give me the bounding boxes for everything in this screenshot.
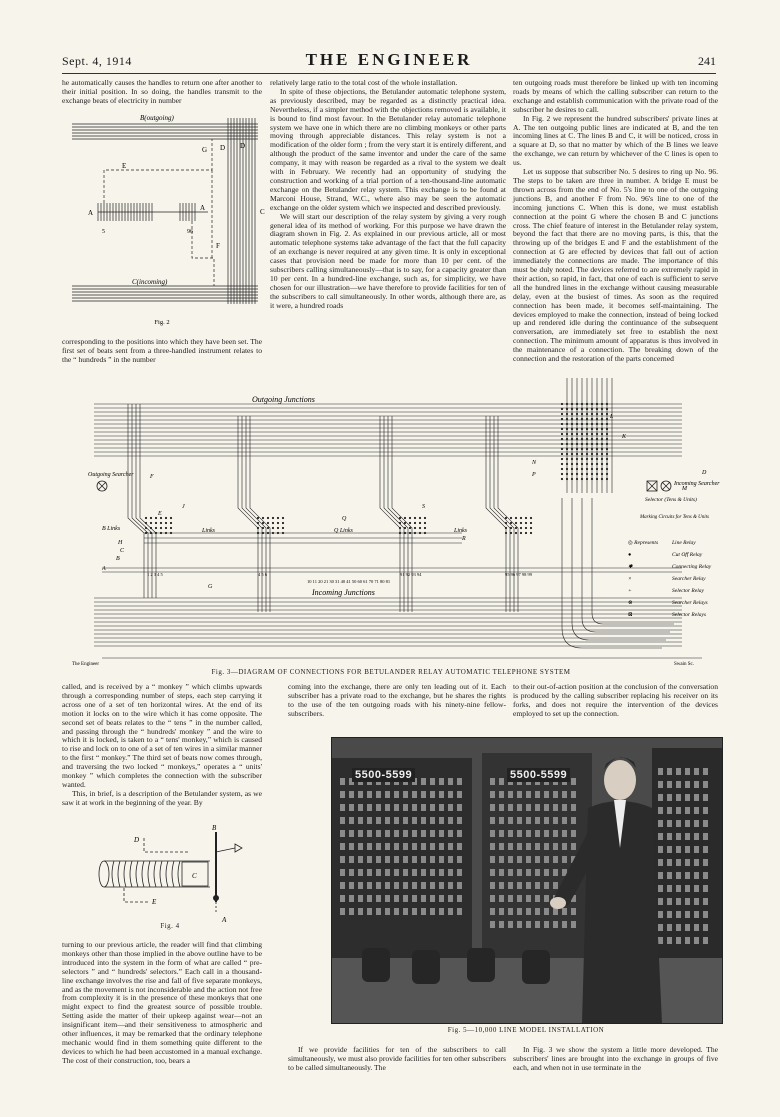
legend-label: Searcher Relay: [672, 576, 706, 582]
label-links-1: Links: [202, 528, 216, 534]
legend-label: Selector Relay: [672, 588, 704, 594]
fig2-label-d: D: [220, 144, 226, 152]
paragraph: In Fig. 3 we show the system a little more developed. The subscribers' lines are brought into the exchange in groups of five each, and when not in use terminate in the: [513, 1045, 718, 1072]
issue-date: Sept. 4, 1914: [62, 54, 132, 68]
fig4-caption: Fig. 4: [160, 922, 180, 930]
fig3-letter-label: R: [462, 536, 466, 542]
paragraph: We will start our description of the relay system by giving a very rough general idea of its method of working. For this purpose we have drawn the diagram shown in Fig. 2. As explained in our previous article, all or most automatic telephone systems take advantage of the fact that the full capacity of an exchange is never required at any given time. It is only in exceptional cases that provision need be made for more than 10 per cent. of the subscribers calling simultaneously—that is to say, for a capacity greater than 10 per cent. In a hundred-line exchange, such as, for simplicity, we have chosen for our illustration—we have therefore to provide facilities for ten of the subscribers to call simultaneously. In other words, although there are, as it were, a hundred roads: [270, 211, 506, 310]
fig2-label-a2: A: [200, 204, 206, 212]
header-rule: [62, 73, 716, 74]
legend-label: Searcher Relays: [672, 600, 708, 606]
paragraph: he automatically causes the handles to return one after another to their initial position. In so doing, the handles transmit to the exchange beats of electricity in number: [62, 78, 262, 105]
column-1-bottom: [62, 682, 262, 807]
fig3-letter-label: L: [610, 414, 614, 420]
column-2-bottom: [288, 683, 506, 735]
label-marking-circuits: Marking Circuits for Tens & Units: [640, 515, 709, 520]
column-1-top: [62, 79, 262, 107]
paragraph: In Fig. 2 we represent the hundred subscribers' private lines at A. The ten outgoing public lines are indicated at B, and the ten incoming lines at C. The lines B and C, it will be noticed, cross in a square at D, so that no matter by which of the B lines we leave the exchange, we can return by whichever of the C lines is open to us.: [513, 113, 718, 168]
column-3: [513, 79, 718, 365]
fig4-diagram: [90, 822, 250, 932]
legend-symbol: ◎ Represents: [628, 540, 659, 546]
fig2-diagram: [62, 108, 266, 336]
legend-symbol: ●: [628, 552, 632, 558]
fig3-letter-label: D: [702, 470, 707, 476]
fig5-photo: [331, 737, 723, 1024]
photo-rack-label-2: 5500-5599: [507, 768, 570, 782]
fig2-label-c: C: [260, 208, 265, 216]
label-selector: Selector (Tens & Units): [645, 497, 697, 503]
fig2-label-incoming: C(incoming): [132, 278, 168, 286]
fig4-label-d: D: [134, 836, 140, 844]
fig3-diagram: [62, 368, 720, 668]
paragraph: ten outgoing roads must therefore be linked up with ten incoming roads by means of which the calling subscriber can return to the exchange and establish communication with the private road of the subscriber he desires to call.: [513, 78, 718, 114]
tick-group-4: 4 5 6: [258, 572, 267, 577]
fig3-letter-label: M: [682, 486, 687, 492]
paragraph: This, in brief, is a description of the Betulander system, as we saw it at work in the beginning of the year. By: [62, 788, 262, 807]
fig4-label-b: B: [212, 824, 217, 832]
paragraph: corresponding to the positions into which they have been set. The first set of beats sent from a three-handled instrument relates to the “ hundreds ” in the number: [62, 337, 262, 364]
tick-group-5: 1 2 3 4 5: [147, 572, 163, 577]
legend-symbol: ×: [628, 576, 632, 582]
legend-label: Line Relay: [672, 540, 696, 546]
paragraph: to their out-of-action position at the conclusion of the conversation is produced by the calling subscriber replacing his receiver on its forks, and does not require the intervention of the devices employed to set up the connection.: [513, 682, 718, 718]
paragraph: called, and is received by a “ monkey ” which climbs upwards through a corresponding number of steps, each step carrying it across one of a set of ten horizontal wires. At the end of its motion it locks on to the wire which it has come opposite. The second set of beats relates to the “ tens ” in the number called, and passing through the “ hundreds' monkey ” and the wire to which it is locked, is taken to a “ tens' monkey,” which is caused to rise and lock on to one of a set of ten wires in a similar manner to the first “ monkey.” The third set of beats now comes through, and traversing the two locked “ monkeys,” operates a “ units' monkey ” which completes the connection with the subscriber wanted.: [62, 682, 262, 789]
column-1-end: [62, 941, 262, 1073]
journal-title: THE ENGINEER: [305, 50, 473, 69]
legend-label: Selector Relays: [672, 612, 707, 618]
fig3-caption: Fig. 3—DIAGRAM OF CONNECTIONS FOR BETULANDER RELAY AUTOMATIC TELEPHONE SYSTEM: [211, 668, 571, 676]
fig2-caption: Fig. 2: [154, 319, 170, 326]
legend-symbol: ⊗: [628, 600, 633, 606]
fig2-label-outgoing: B(outgoing): [140, 114, 174, 122]
column-2-end: [288, 1046, 506, 1076]
label-incoming-junctions: Incoming Junctions: [312, 588, 375, 597]
fig4-label-c: C: [192, 872, 197, 880]
tick-group-1: 10 11 20 21 30 31 40 41 50 60 61 70 71 80 81: [307, 579, 391, 584]
fig2-label-g: G: [202, 146, 208, 154]
fig4-label-a: A: [222, 916, 227, 924]
fig3-letter-label: N: [532, 460, 537, 466]
legend-symbol: +: [628, 588, 632, 594]
legend-symbol: ⊠: [628, 612, 633, 618]
legend-label: Connecting Relay: [672, 564, 712, 570]
label-q-links: Q Links: [334, 528, 353, 534]
label-b-links: B Links: [102, 526, 121, 532]
outgoing-lines: [72, 124, 258, 139]
fig3-letter-label: E: [158, 511, 162, 517]
fig3-letter-label: P: [532, 472, 536, 478]
label-outgoing-searcher: Outgoing Searcher: [88, 472, 134, 478]
fig3-letter-label: J: [182, 504, 185, 510]
fig2-label-5: 5: [102, 229, 105, 235]
column-3-bottom: [513, 683, 718, 735]
fig3-letter-label: B: [116, 556, 120, 562]
fig3-letter-label: F: [150, 474, 154, 480]
column-1-mid: [62, 338, 262, 366]
tick-group-2: 91 92 93 94: [400, 572, 422, 577]
fig2-label-a: A: [88, 209, 94, 217]
page-number: 241: [698, 54, 716, 68]
fig2-label-f: F: [216, 242, 220, 250]
fig3-letter-label: H: [118, 540, 123, 546]
paragraph: relatively large ratio to the total cost of the whole installation.: [270, 78, 458, 87]
paragraph: turning to our previous article, the reader will find that climbing monkeys other than those implied in the above outline have to be introduced into the system in the form of what are called “ pre-selectors ” and “ hundreds' selectors.” Each call in a thousand-line exchange involves the rise and fall of five separate monkeys, and as the movement is not inconsiderable and the action not free from complexity it is in the presence of these monkeys that one might expect to find the greatest source of possible trouble. Setting aside the matter of their upkeep against wear—not an insignificant item—and their sensitiveness to atmospheric and other influences, it may be remarked that the ordinary telephone mechanic would find in them something quite different to the devices to which he had been accustomed in a manual exchange. The cost of their construction, too, bears a: [62, 940, 262, 1065]
photo-rack-label-1: 5500-5599: [352, 768, 415, 782]
fig2-label-96: 96: [187, 229, 193, 235]
fig2-label-d2: D: [240, 142, 246, 150]
legend-label: Cut Off Relay: [672, 552, 703, 558]
fig3-letter-label: Q: [342, 516, 347, 522]
paragraph: In spite of these objections, the Betulander automatic telephone system, as previously described, may be regarded as a distinctly practical idea. Nevertheless, if a simpler method with the objections removed is available, it is bound to find most favour. In the Betulander relay automatic telephone system we have one in which there are no climbing monkeys or other parts moving through appreciable distances. This relay system is not a modification of the older form ; from the very start it is entirely different, and although the product of the same inventor and under the care of the same company, it may with reason be regarded as a rival to the system we dealt with in February. We recently had an opportunity of studying the construction and working of a trial portion of a ten-thousand-line automatic exchange on the Betulander relay system. This exchange is to be found at Marconi House, Strand, W.C., where also may be seen the automatic exchange on the older system which we inspected and described previously.: [270, 86, 506, 212]
column-3-end: [513, 1046, 718, 1076]
label-incoming-searcher: Incoming Searcher: [674, 481, 720, 487]
fig3-letter-label: C: [120, 548, 125, 554]
fig4-label-e: E: [152, 898, 157, 906]
credit-left: The Engineer: [72, 662, 100, 667]
fig3-letter-label: A: [102, 566, 106, 572]
fig5-caption: Fig. 5—10,000 LINE MODEL INSTALLATION: [447, 1026, 605, 1034]
page-header: [62, 50, 716, 72]
legend-symbol: ✱: [628, 564, 633, 570]
paragraph: coming into the exchange, there are only ten leading out of it. Each subscriber has a private road to the exchange, but he shares the rights to the use of the ten outgoing roads with his ninety-nine fellow-subscribers.: [288, 682, 506, 718]
fig3-letter-label: S: [422, 504, 425, 510]
credit-right: Swain Sc.: [674, 662, 694, 667]
column-2: [270, 79, 506, 365]
label-links-2: Links: [454, 528, 468, 534]
fig2-label-e: E: [122, 162, 127, 170]
fig3-letter-label: G: [208, 584, 213, 590]
label-outgoing-junctions: Outgoing Junctions: [252, 395, 315, 404]
paragraph: Let us suppose that subscriber No. 5 desires to ring up No. 96. The steps to be taken are three in number. A bridge E must be thrown across from the end of No. 5's line to one of the outgoing junctions B, and another F from No. 96's line to one of the incoming junctions C. When this is done, we must establish connection at the point G where the chosen B and C junctions cross. The chief feature of interest in the Betulander relay system, beyond the fact that there are no moving parts, is this, that the throwing up of the bridges E and F and the establishment of the connection at G are effected by devices that fall out of action immediately the connections are made. The importance of this must be duly noted. The devices referred to are extremely rapid in their action, so rapid, in fact, that one of each is sufficient to serve all the hundred lines in the exchange without causing measurable delay, even at the busiest of times. As soon as the required connection has been made, it becomes self-maintaining. The devices employed to make the connection, instead of being locked up and rendered idle during the continuance of the subsequent conversation, are immediately set free to establish the next connection. The minimum amount of apparatus is thus involved in the maintenance of a connection. The breaking down of the connection and the restoration of the parts concerned: [513, 167, 718, 364]
tick-group-3: 95 96 97 98 99: [505, 572, 532, 577]
paragraph: If we provide facilities for ten of the subscribers to call simultaneously, we must also provide facilities for ten other subscribers to be called simultaneously. The: [288, 1045, 506, 1072]
fig3-letter-label: K: [622, 434, 627, 440]
